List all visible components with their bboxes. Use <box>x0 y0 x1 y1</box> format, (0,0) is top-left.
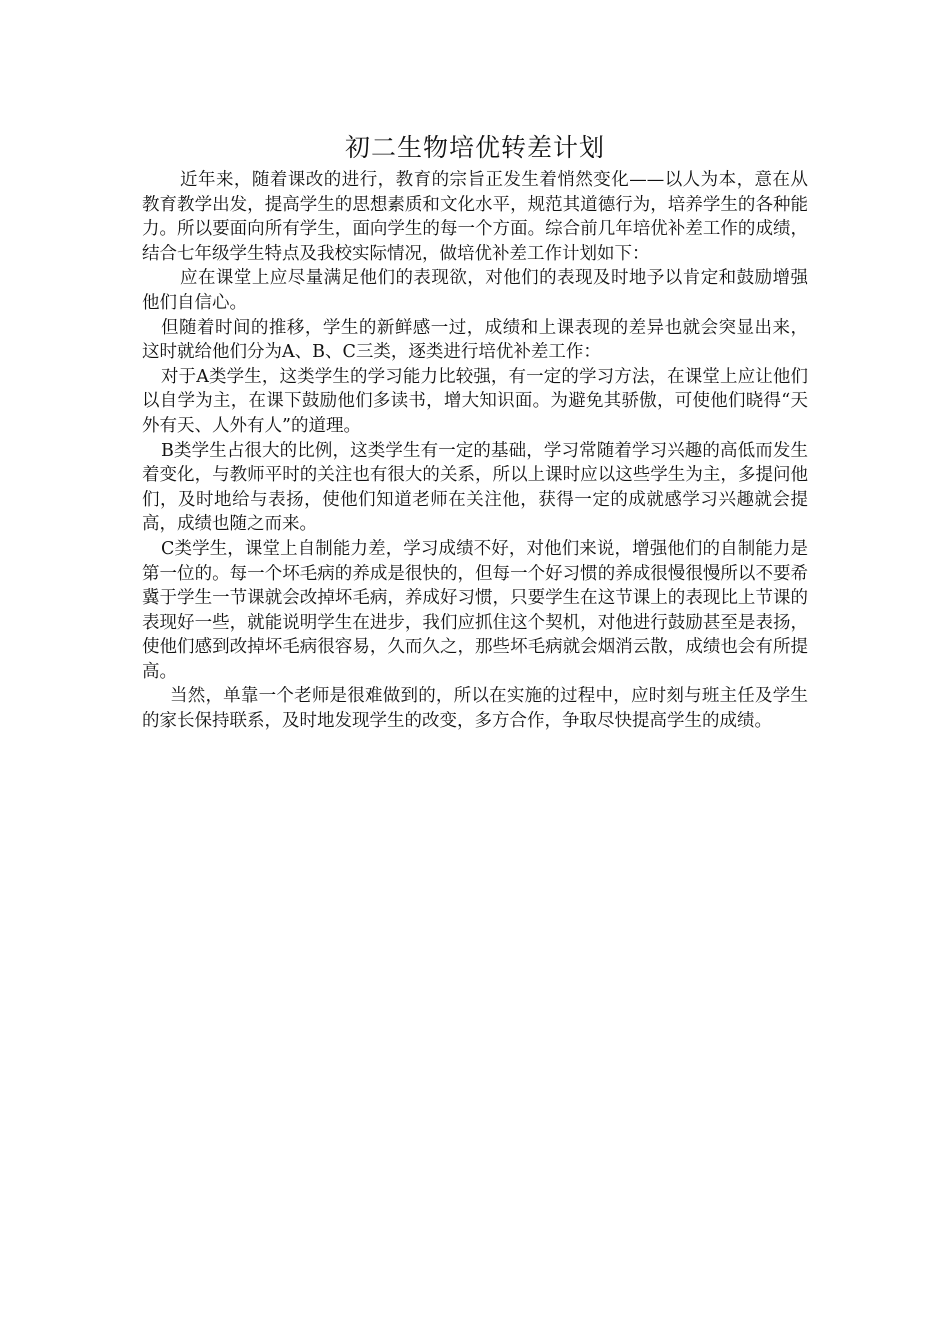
paragraph-class-a: 对于A类学生，这类学生的学习能力比较强，有一定的学习方法，在课堂上应让他们以自学为主，在课下鼓励他们多读书，增大知识面。为避免其骄傲，可使他们晓得“天外有天、人外有人”的道理。 <box>142 366 808 436</box>
paragraph-class-b: B类学生占很大的比例，这类学生有一定的基础，学习常随着学习兴趣的高低而发生着变化，与教师平时的关注也有很大的关系，所以上课时应以这些学生为主，多提问他们，及时地给与表扬，使他们知道老师在关注他，获得一定的成就感学习兴趣就会提高，成绩也随之而来。 <box>142 440 808 535</box>
paragraph-class-c: C类学生，课堂上自制能力差，学习成绩不好，对他们来说，增强他们的自制能力是第一位的。每一个坏毛病的养成是很快的，但每一个好习惯的养成很慢很慢所以不要希冀于学生一节课就会改掉坏毛病，养成好习惯，只要学生在这节课上的表现比上节课的表现好一些，就能说明学生在进步，我们应抓住这个契机，对他进行鼓励甚至是表扬，使他们感到改掉坏毛病很容易，久而久之，那些坏毛病就会烟消云散，成绩也会有所提高。 <box>142 538 808 682</box>
paragraph-intro: 近年来，随着课改的进行，教育的宗旨正发生着悄然变化——以人为本，意在从教育教学出发，提高学生的思想素质和文化水平，规范其道德行为，培养学生的各种能力。所以要面向所有学生，面向学生的每一个方面。综合前几年培优补差工作的成绩，结合七年级学生特点及我校实际情况，做培优补差工作计划如下： <box>142 170 808 264</box>
document-body <box>142 130 808 734</box>
paragraph-conclusion: 当然，单靠一个老师是很难做到的，所以在实施的过程中，应时刻与班主任及学生的家长保持联系，及时地发现学生的改变，多方合作，争取尽快提高学生的成绩。 <box>142 686 808 732</box>
paragraph-classroom: 应在课堂上应尽量满足他们的表现欲，对他们的表现及时地予以肯定和鼓励增强他们自信心。 <box>142 268 808 313</box>
document-title: 初二生物培优转差计划 <box>344 133 605 162</box>
paragraph-grouping: 但随着时间的推移，学生的新鲜感一过，成绩和上课表现的差异也就会突显出来，这时就给他们分为A、B、C三类，逐类进行培优补差工作： <box>142 317 808 363</box>
